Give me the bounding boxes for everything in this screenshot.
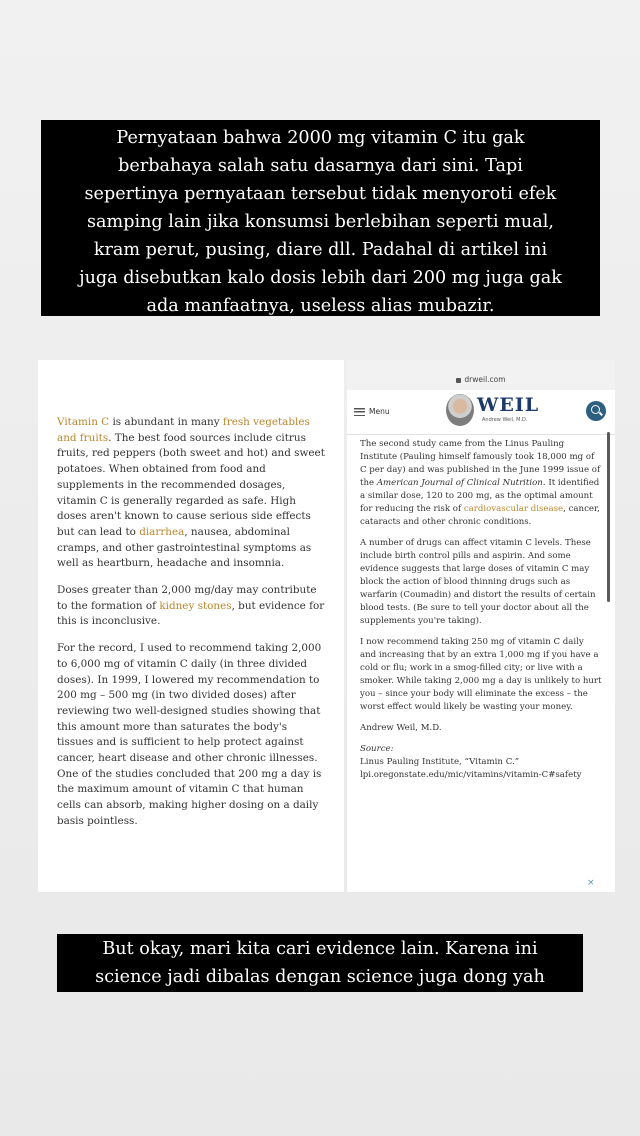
logo-subtitle: Andrew Weil, M.D.: [482, 417, 528, 423]
kidney-stones-link[interactable]: kidney stones: [159, 599, 232, 612]
article-body: [360, 438, 602, 790]
source-text: Linus Pauling Institute, “Vitamin C.” lpi.oregonstate.edu/mic/vitamins/vitamin-C#safety: [360, 757, 582, 780]
search-icon-handle: [599, 412, 603, 416]
text: . It identified a similar dose, 120 to 200 mg, as the optimal amount for reducing the risk of: [360, 478, 600, 514]
signature: Andrew Weil, M.D.: [360, 723, 442, 733]
cardiovascular-disease-link[interactable]: cardiovascular disease: [463, 504, 564, 514]
text: Doses greater than 2,000 mg/day may contribute to the formation of: [57, 584, 317, 612]
caption-line: But okay, mari kita cari evidence lain. Karena ini: [102, 939, 538, 959]
journal-title: American Journal of Clinical Nutrition: [376, 478, 543, 488]
article-paragraph: [360, 438, 602, 529]
site-logo[interactable]: WEIL: [477, 394, 540, 416]
menu-label: Menu: [369, 407, 390, 416]
browser-url-bar[interactable]: [347, 360, 615, 390]
article-paragraph: I now recommend taking 250 mg of vitamin C daily and increasing that by an extra 1,000 mg if you have a cold or flu; work in a smog-filled city; or live with a smoker. While taking 2,000 mg a day is unlikely to hurt you – since your body will eliminate the excess – the worst effect would likely be wasting your money.: [360, 637, 602, 712]
fresh-vegetables-link[interactable]: fresh vegetables and fruits: [57, 416, 310, 444]
author-portrait: [446, 394, 474, 426]
menu-button[interactable]: [354, 407, 390, 419]
hamburger-icon: [354, 408, 365, 416]
caption-line: juga disebutkan kalo dosis lebih dari 200 mg juga gak: [79, 268, 562, 288]
text: , cancer, cataracts and other chronic conditions.: [360, 504, 600, 527]
story-caption-top: [41, 120, 600, 316]
caption-line: samping lain jika konsumsi berlebihan seperti mual,: [87, 212, 554, 232]
caption-line: kram perut, pusing, diare dll. Padahal di artikel ini: [93, 240, 548, 260]
article-paragraph: [57, 415, 326, 572]
lock-icon: [456, 378, 461, 383]
caption-line: Pernyataan bahwa 2000 mg vitamin C itu gak: [116, 128, 525, 148]
caption-line: science jadi dibalas dengan science juga dong yah: [95, 967, 545, 987]
article-paragraph: For the record, I used to recommend taking 2,000 to 6,000 mg of vitamin C daily (in three divided doses). In 1999, I lowered my recommendation to 200 mg – 500 mg (in two divided doses) after reviewing two well-designed studies showing that this amount more than saturates the body's tissues and is sufficient to help protect against cancer, heart disease and other chronic illnesses. One of the studies concluded that 200 mg a day is the maximum amount of vitamin C that human cells can absorb, making higher dosing on a daily basis pointless.: [57, 642, 322, 827]
vitamin-c-link[interactable]: Vitamin C: [57, 416, 110, 428]
ad-close-icon[interactable]: ×: [587, 878, 595, 888]
caption-line: ada manfaatnya, useless alias mubazir.: [146, 296, 495, 316]
url-label: drweil.com: [464, 375, 506, 384]
search-button[interactable]: [586, 401, 606, 421]
url-text: [347, 375, 615, 384]
text: , nausea, abdominal cramps, and other gastrointestinal symptoms as well as heartburn, headache and insomnia.: [57, 525, 312, 570]
scrollbar[interactable]: [607, 432, 610, 602]
caption-line: berbahaya salah satu dasarnya dari sini. Tapi: [118, 156, 523, 176]
caption-line: sepertinya pernyataan tersebut tidak menyoroti efek: [84, 184, 557, 204]
source-label: Source:: [360, 744, 394, 754]
site-header: [347, 390, 615, 435]
article-paragraph: [57, 583, 326, 630]
article-screenshot-left: [38, 360, 344, 892]
text: . The best food sources include citrus fruits, red peppers (both sweet and hot) and sweet potatoes. When obtained from food and supplements in the recommended dosages, vitamin C is generally regarded as safe. High doses aren't known to cause serious side effects but can lead to: [57, 431, 325, 538]
diarrhea-link[interactable]: diarrhea: [139, 525, 185, 538]
text: The second study came from the Linus Pauling Institute (Pauling himself famously took 18,000 mg of C per day) and was published in the June 1999 issue of the: [360, 439, 601, 488]
text: is abundant in many: [109, 416, 223, 428]
text: , but evidence for this is inconclusive.: [57, 599, 325, 628]
phone-screenshot: [347, 360, 615, 892]
article-paragraph: A number of drugs can affect vitamin C levels. These include birth control pills and aspirin. And some evidence suggests that large doses of vitamin C may block the action of blood thinning drugs such as warfarin (Coumadin) and distort the results of certain blood tests. (Be sure to tell your doctor about all the supplements you're taking).: [360, 538, 596, 626]
story-caption-bottom: [57, 934, 583, 992]
